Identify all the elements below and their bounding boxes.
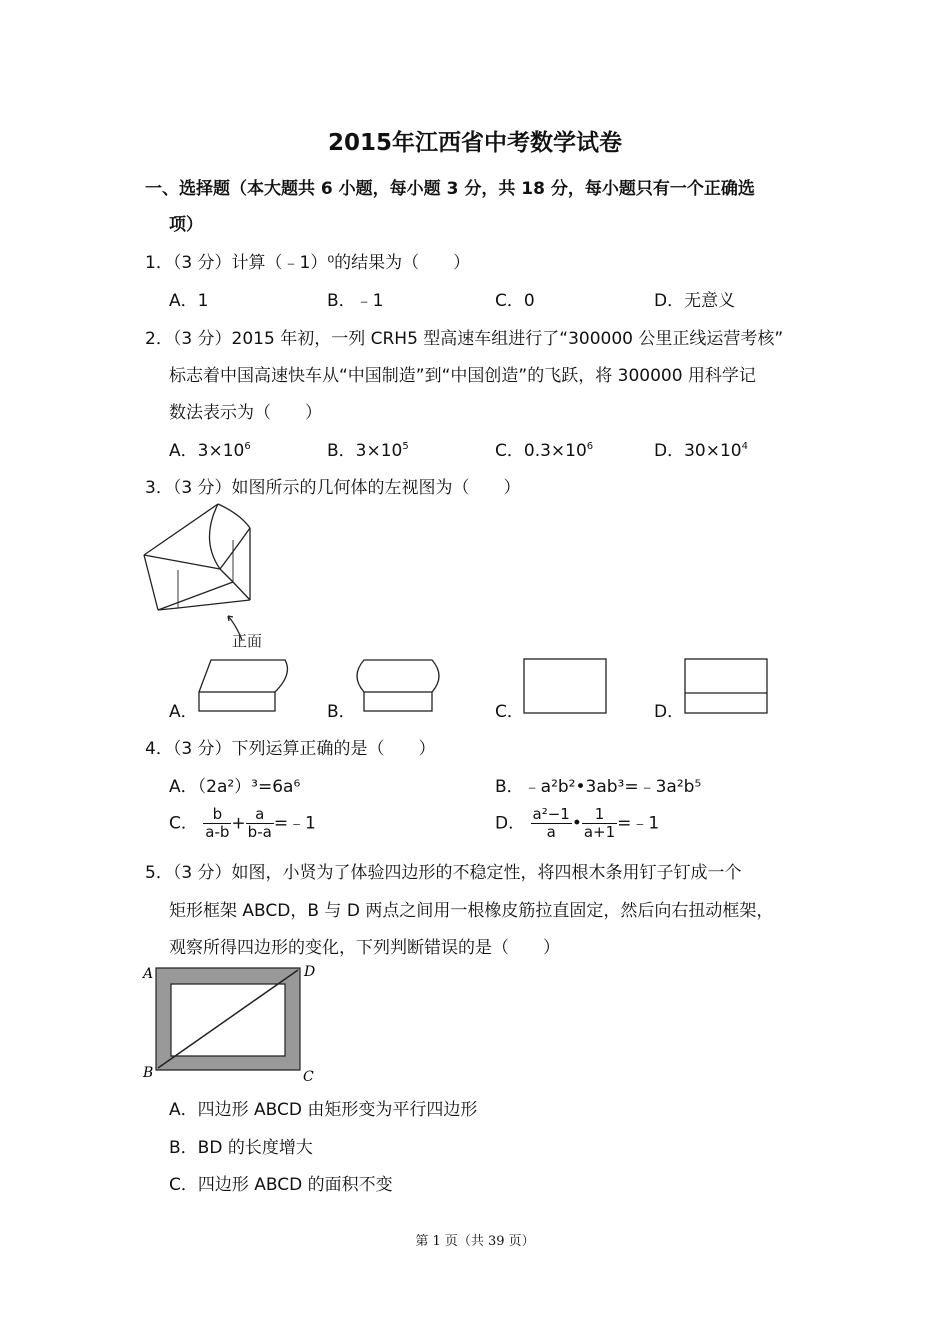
q5-option-c: C．四边形 ABCD 的面积不变 xyxy=(169,1175,393,1195)
q4-c-fraction-1: $\frac{b}{a-b}$ xyxy=(205,805,230,841)
q3-option-b-figure xyxy=(358,656,448,716)
q3-option-a-label: A． xyxy=(169,702,198,722)
q3-front-label: 正面 xyxy=(232,632,263,650)
q1-option-b: B．﹣1 xyxy=(327,291,384,311)
q4-option-c: C． $\frac{b}{a-b}$ + $\frac{a}{b-a}$ =﹣1 xyxy=(169,805,316,841)
q3-option-c-figure xyxy=(522,657,612,717)
q2-option-d: D．$30\times 10^4$ xyxy=(654,441,748,461)
page-footer: 第 1 页（共 39 页） xyxy=(415,1234,535,1249)
q5-option-b: B．BD 的长度增大 xyxy=(169,1138,313,1158)
q2-option-c: C．$0.3\times 10^6$ xyxy=(495,441,594,461)
q5-label-a: A xyxy=(143,966,154,982)
page-title: 2015年江西省中考数学试卷 xyxy=(327,130,622,156)
q5-frame-figure xyxy=(140,960,325,1085)
q2-option-a: A．$3\times 10^6$ xyxy=(169,441,251,461)
q3-option-b-label: B． xyxy=(327,702,356,722)
q5-stem-line1: 5．（3 分）如图，小贤为了体验四边形的不稳定性，将四根木条用钉子钉成一个 xyxy=(145,863,742,883)
q3-option-c-label: C． xyxy=(495,702,524,722)
q5-stem-line2: 矩形框架 ABCD，B 与 D 两点之间用一根橡皮筋拉直固定，然后向右扭动框架， xyxy=(169,901,774,921)
q3-option-d-figure xyxy=(683,657,773,717)
q1-option-d: D．无意义 xyxy=(654,291,736,311)
q5-label-b: B xyxy=(143,1065,154,1081)
q4-stem: 4．（3 分）下列运算正确的是（ ） xyxy=(145,739,436,759)
section-heading-cont: 项） xyxy=(169,215,203,235)
q4-c-fraction-2: $\frac{a}{b-a}$ xyxy=(247,805,272,841)
q3-stem: 3．（3 分）如图所示的几何体的左视图为（ ） xyxy=(145,478,521,498)
q2-stem-line3: 数法表示为（ ） xyxy=(169,403,322,423)
q5-stem-line3: 观察所得四边形的变化，下列判断错误的是（ ） xyxy=(169,938,560,958)
q2-stem-line2: 标志着中国高速快车从“中国制造”到“中国创造”的飞跃，将 300000 用科学记 xyxy=(169,366,756,386)
q3-solid-figure xyxy=(140,500,280,650)
q1-option-a: A．1 xyxy=(169,291,209,311)
q4-d-fraction-2: $\frac{1}{a+1}$ xyxy=(583,805,616,841)
q5-label-d: D xyxy=(304,964,316,980)
q4-option-d: D． $\frac{\text{a²−1}}{a}$ • $\frac{1}{a+1}$ =﹣1 xyxy=(495,805,660,841)
q1-option-c: C．0 xyxy=(495,291,535,311)
q4-option-b: B．﹣a²b²•3ab³=﹣3a²b⁵ xyxy=(495,777,702,797)
q3-option-d-label: D． xyxy=(654,702,685,722)
q1-stem: 1．（3 分）计算（﹣1）⁰的结果为（ ） xyxy=(145,253,471,273)
q3-option-a-figure xyxy=(195,656,295,716)
q4-d-fraction-1: $\frac{\text{a²−1}}{a}$ xyxy=(532,805,570,841)
q2-option-b: B．$3\times 10^5$ xyxy=(327,441,409,461)
section-heading: 一、选择题（本大题共 6 小题，每小题 3 分，共 18 分，每小题只有一个正确选 xyxy=(145,179,755,199)
q2-stem-line1: 2．（3 分）2015 年初，一列 CRH5 型高速车组进行了“300000 公里正线运营考核” xyxy=(145,329,784,349)
q5-option-a: A．四边形 ABCD 由矩形变为平行四边形 xyxy=(169,1100,478,1120)
q5-label-c: C xyxy=(303,1069,314,1085)
q4-option-a: A．（2a²）³=6a⁶ xyxy=(169,777,301,797)
